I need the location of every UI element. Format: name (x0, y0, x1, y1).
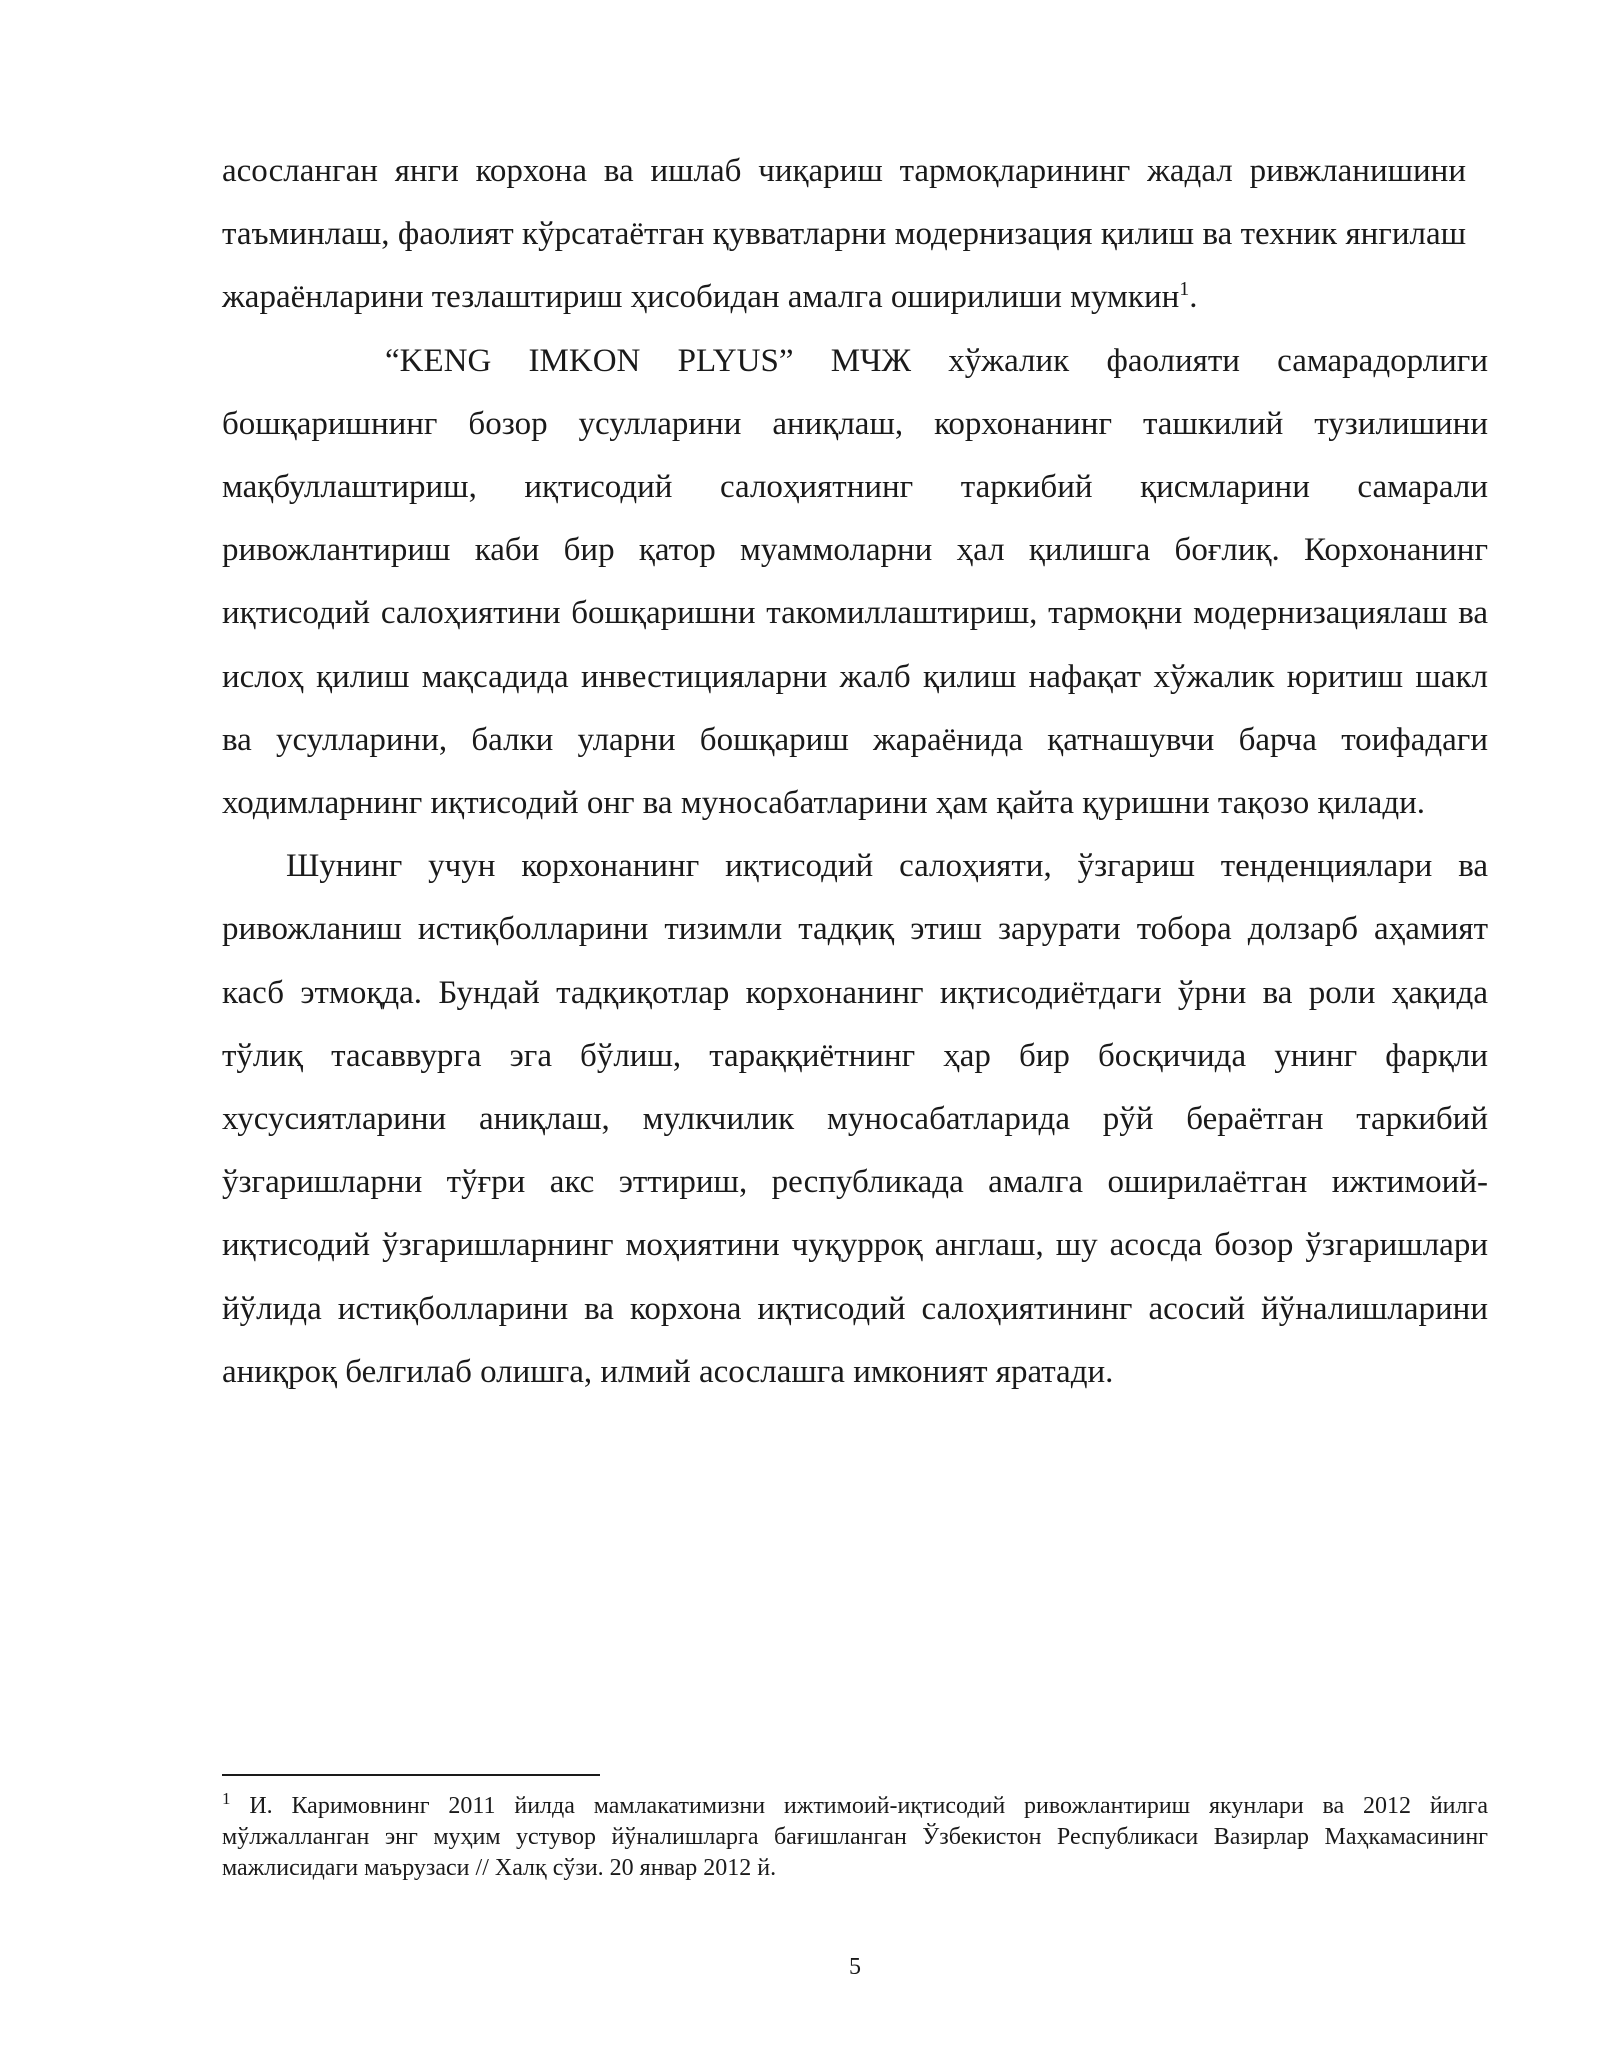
footnote-text: И. Каримовнинг 2011 йилда мамлакатимизни ижтимоий-иқтисодий ривожлантириш якунлари ва 2012 йилга мўлжалланган энг муҳим устувор йўналишларга бағишланган Ўзбекистон Республикаси Вазирлар Маҳкамасининг мажлисидаги маърузаси // Халқ сўзи. 20 январ 2012 й. (222, 1793, 1488, 1881)
body-text (222, 140, 1488, 1404)
paragraph-1 (222, 140, 1466, 330)
footnote-separator (222, 1774, 600, 1776)
paragraph-1-text: асосланган янги корхона ва ишлаб чиқариш тармоқларининг жадал ривжланишини таъминлаш, фаолият кўрсатаётган қувватларни модернизация қилиш ва техник янгилаш жараёнларини тезлаштириш ҳисобидан амалга оширилиши мумкин (222, 153, 1466, 316)
paragraph-3: Шунинг учун корхонанинг иқтисодий салоҳияти, ўзгариш тенденциялари ва ривожланиш истиқболларини тизимли тадқиқ этиш зарурати тобора долзарб аҳамият касб этмоқда. Бундай тадқиқотлар корхонанинг иқтисодиётдаги ўрни ва роли ҳақида тўлиқ тасаввурга эга бўлиш, тараққиётнинг ҳар бир босқичида унинг фарқли хусусиятларини аниқлаш, мулкчилик муносабатларида рўй бераётган таркибий ўзгаришларни тўғри акс эттириш, республикада амалга оширилаётган ижтимоий-иқтисодий ўзгаришларнинг моҳиятини чуқурроқ англаш, шу асосда бозор ўзгаришлари йўлида истиқболларини ва корхона иқтисодий салоҳиятининг асосий йўналишларини аниқроқ белгилаб олишга, илмий асослашга имконият яратади. (222, 848, 1488, 1390)
paragraph-1-trailing: . (1189, 279, 1198, 316)
paragraph-2: “KENG IMKON PLYUS” МЧЖ хўжалик фаолияти самарадорлиги бошқаришнинг бозор усулларини аниқлаш, корхонанинг ташкилий тузилишини мақбуллаштириш, иқтисодий салоҳиятнинг таркибий қисмларини самарали ривожлантириш каби бир қатор муаммоларни ҳал қилишга боғлиқ. Корхонанинг иқтисодий салоҳиятини бошқаришни такомиллаштириш, тармоқни модернизациялаш ва ислоҳ қилиш мақсадида инвестицияларни жалб қилиш нафақат хўжалик юритиш шакл ва усулларини, балки уларни бошқариш жараёнида қатнашувчи барча тоифадаги ходимларнинг иқтисодий онг ва муносабатларини ҳам қайта қуришни тақозо қилади. (222, 342, 1488, 822)
footnote (222, 1791, 1488, 1884)
page-number: 5 (849, 1954, 861, 1980)
footnote-reference[interactable]: 1 (1179, 278, 1190, 301)
footnote-number: 1 (222, 1789, 231, 1808)
